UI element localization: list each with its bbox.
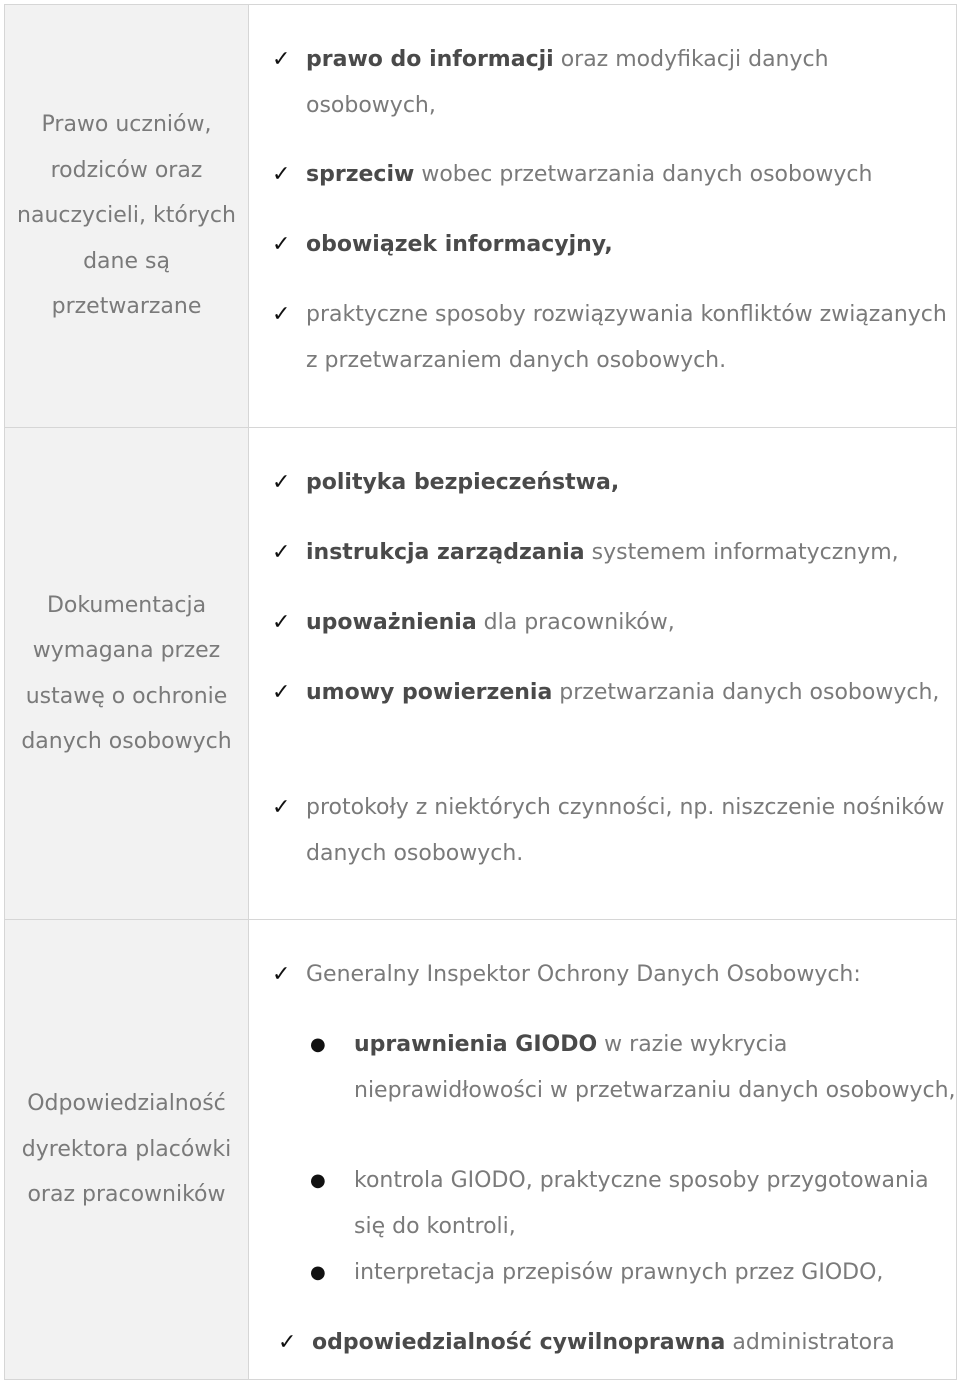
bullet-icon: ● (310, 1034, 326, 1055)
check-mark-icon: ✓ (272, 680, 291, 705)
list-item: ✓ prawo do informacji oraz modyfikacji danych osobowych, (250, 37, 956, 128)
list-item: ✓ obowiązek informacyjny, (250, 222, 956, 268)
bullet-icon: ● (310, 1262, 326, 1283)
row-items (250, 5, 956, 427)
row-items (250, 920, 956, 1379)
row-label: Odpowiedzialność dyrektora placówki oraz pracowników (5, 920, 249, 1379)
check-mark-icon: ✓ (272, 232, 291, 257)
list-item: ✓ umowy powierzenia przetwarzania danych osobowych, (250, 670, 956, 716)
check-mark-icon: ✓ (272, 795, 291, 820)
list-item: ✓ praktyczne sposoby rozwiązywania konfliktów związanych z przetwarzaniem danych osobowych. (250, 292, 956, 383)
check-mark-icon: ✓ (272, 962, 291, 987)
list-item: ✓ Generalny Inspektor Ochrony Danych Osobowych: (250, 952, 956, 998)
check-mark-icon: ✓ (272, 302, 291, 327)
content-table (4, 4, 957, 1380)
check-mark-icon: ✓ (278, 1330, 297, 1355)
list-item: ✓ protokoły z niektórych czynności, np. niszczenie nośników danych osobowych. (250, 785, 956, 876)
row-label: Prawo uczniów, rodziców oraz nauczycieli, których dane są przetwarzane (5, 5, 249, 427)
list-item: ✓ instrukcja zarządzania systemem informatycznym, (250, 530, 956, 576)
list-item: ✓ sprzeciw wobec przetwarzania danych osobowych (250, 152, 956, 198)
check-mark-icon: ✓ (272, 470, 291, 495)
table-row (5, 427, 956, 919)
check-mark-icon: ✓ (272, 162, 291, 187)
list-item: ✓ upoważnienia dla pracowników, (250, 600, 956, 646)
check-mark-icon: ✓ (272, 610, 291, 635)
list-item: ● kontrola GIODO, praktyczne sposoby przygotowania się do kontroli, (250, 1158, 956, 1249)
list-item: ✓ odpowiedzialność cywilnoprawna administratora (250, 1320, 956, 1366)
check-mark-icon: ✓ (272, 540, 291, 565)
list-item: ● uprawnienia GIODO w razie wykrycia nieprawidłowości w przetwarzaniu danych osobowych, (250, 1022, 956, 1113)
list-item: ● interpretacja przepisów prawnych przez GIODO, (250, 1250, 956, 1296)
table-row (5, 5, 956, 427)
row-items (250, 428, 956, 919)
table-row (5, 919, 956, 1379)
list-item: ✓ polityka bezpieczeństwa, (250, 460, 956, 506)
check-mark-icon: ✓ (272, 47, 291, 72)
bullet-icon: ● (310, 1170, 326, 1191)
row-label: Dokumentacja wymagana przez ustawę o ochronie danych osobowych (5, 428, 249, 919)
